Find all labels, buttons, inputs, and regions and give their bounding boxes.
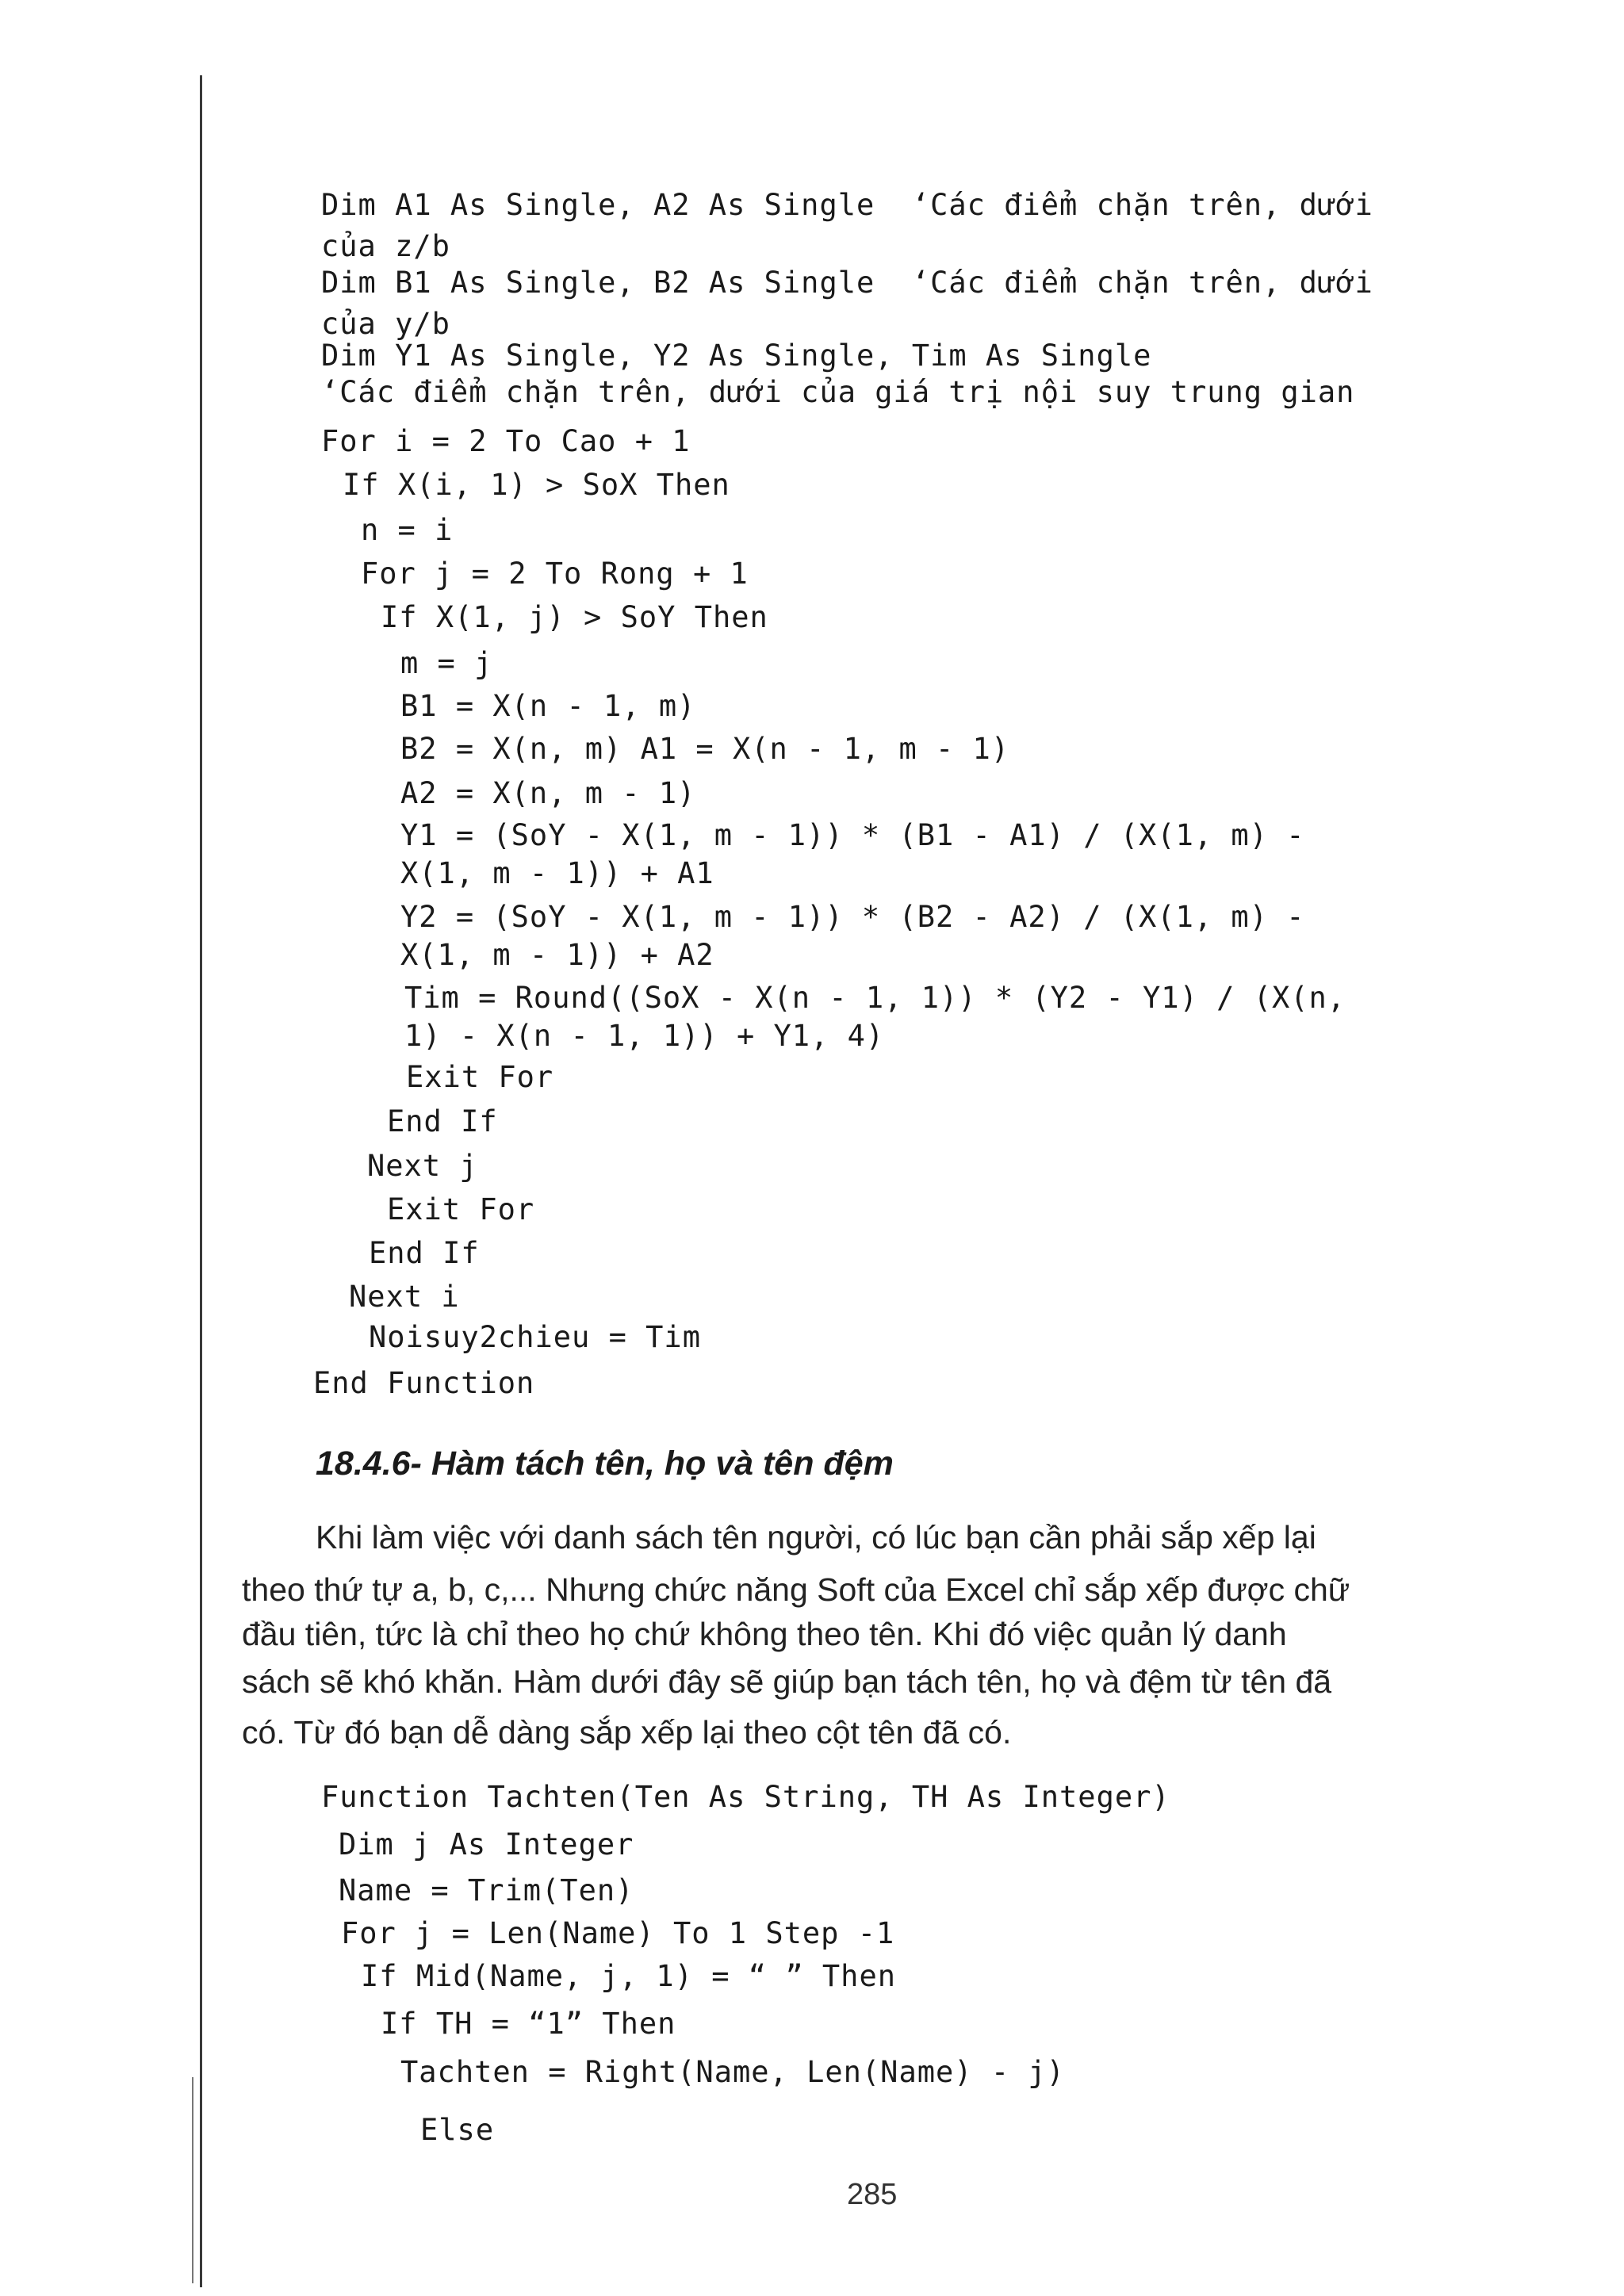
code-line: If X(1, j) > SoY Then — [381, 600, 768, 634]
code-line: Name = Trim(Ten) — [339, 1873, 634, 1908]
page-number: 285 — [847, 2178, 898, 2211]
code-line: Dim B1 As Single, B2 As Single ‘Các điểm chặn trên, dưới — [321, 266, 1373, 300]
code-line: Function Tachten(Ten As String, TH As Integer) — [321, 1780, 1170, 1814]
paragraph-line: sách sẽ khó khăn. Hàm dưới đây sẽ giúp bạn tách tên, họ và đệm từ tên đã — [242, 1663, 1332, 1700]
code-line: End If — [387, 1104, 498, 1138]
code-line: Exit For — [387, 1192, 535, 1226]
code-line: End If — [369, 1236, 480, 1270]
code-line: X(1, m - 1)) + A2 — [400, 938, 714, 972]
code-line: Tachten = Right(Name, Len(Name) - j) — [400, 2055, 1065, 2089]
code-line: Next i — [349, 1280, 460, 1314]
code-line: Y1 = (SoY - X(1, m - 1)) * (B1 - A1) / (X(1, m) - — [400, 818, 1305, 852]
code-line: A2 = X(n, m - 1) — [400, 776, 696, 810]
code-line: End Function — [313, 1366, 535, 1400]
code-line: B2 = X(n, m) A1 = X(n - 1, m - 1) — [400, 732, 1010, 766]
section-heading: 18.4.6- Hàm tách tên, họ và tên đệm — [316, 1445, 894, 1483]
paragraph-line: theo thứ tự a, b, c,... Nhưng chức năng Soft của Excel chỉ sắp xếp được chữ — [242, 1571, 1350, 1608]
binding-line — [200, 75, 202, 2287]
code-line: For j = 2 To Rong + 1 — [361, 557, 749, 591]
code-line: Y2 = (SoY - X(1, m - 1)) * (B2 - A2) / (X(1, m) - — [400, 900, 1305, 934]
code-line: n = i — [361, 513, 454, 547]
code-line: Next j — [367, 1149, 478, 1183]
code-line: If TH = “1” Then — [381, 2007, 676, 2041]
code-line: 1) - X(n - 1, 1)) + Y1, 4) — [404, 1019, 885, 1053]
code-line: Dim Y1 As Single, Y2 As Single, Tim As Single — [321, 339, 1152, 373]
code-line: Tim = Round((SoX - X(n - 1, 1)) * (Y2 - Y1) / (X(n, — [404, 981, 1346, 1015]
code-line: X(1, m - 1)) + A1 — [400, 856, 714, 890]
code-line: của y/b — [321, 307, 450, 341]
code-line: Exit For — [406, 1060, 554, 1094]
code-line: Dim A1 As Single, A2 As Single ‘Các điểm chặn trên, dưới — [321, 188, 1373, 222]
code-line: For j = Len(Name) To 1 Step -1 — [341, 1916, 895, 1950]
code-line: B1 = X(n - 1, m) — [400, 689, 696, 723]
paragraph-line: đầu tiên, tức là chỉ theo họ chứ không theo tên. Khi đó việc quản lý danh — [242, 1616, 1287, 1652]
code-line: ‘Các điểm chặn trên, dưới của giá trị nội suy trung gian — [321, 375, 1355, 409]
paragraph-line: Khi làm việc với danh sách tên người, có lúc bạn cần phải sắp xếp lại — [316, 1519, 1316, 1556]
code-line: For i = 2 To Cao + 1 — [321, 424, 691, 458]
code-line: của z/b — [321, 229, 450, 263]
code-line: Dim j As Integer — [339, 1827, 634, 1862]
code-line: m = j — [400, 646, 493, 680]
code-line: Noisuy2chieu = Tim — [369, 1320, 701, 1354]
code-line: Else — [420, 2113, 495, 2147]
code-line: If Mid(Name, j, 1) = “ ” Then — [361, 1959, 897, 1993]
code-line: If X(i, 1) > SoX Then — [343, 468, 730, 502]
binding-line-secondary — [192, 2077, 193, 2283]
paragraph-line: có. Từ đó bạn dễ dàng sắp xếp lại theo cột tên đã có. — [242, 1714, 1012, 1751]
